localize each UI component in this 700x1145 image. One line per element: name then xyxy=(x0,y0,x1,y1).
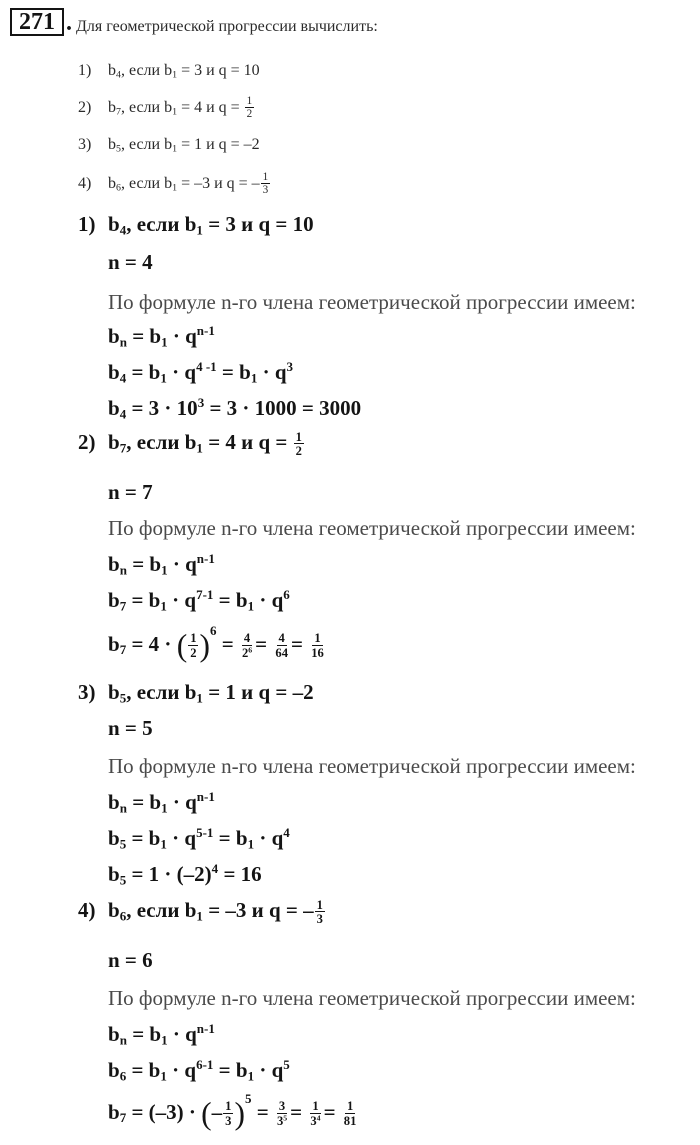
formula-sentence: По формуле n-го члена геометрической прогрессии имеем: xyxy=(108,986,636,1010)
task-number: 271 xyxy=(19,9,55,35)
given-item-3: 3) $b_5$, если $b_1 = 1$ и q = –2 xyxy=(78,136,260,155)
solution-3-header: 3) $b_5$, если $b_1 = 1$ и q = –2 xyxy=(78,680,314,706)
solution-1-line-2: $b_4 = b_1 \cdot q^{4 -1} = b_1 \cdot q^3$ xyxy=(108,359,294,386)
formula-sentence: По формуле n-го члена геометрической прогрессии имеем: xyxy=(108,754,636,778)
solution-1-line-1: $b_n = b_1 \cdot q^{n-1}$ xyxy=(108,323,215,350)
solution-4-line-2: $b_6 = b_1 \cdot q^{6-1} = b_1 \cdot q^5$ xyxy=(108,1057,290,1084)
solution-2-line-3: $b_7 = 4$ · ( $\frac{1}{2}$ )$^6$ = $\frac{4}{2^6}$ = $\frac{4}{64}$ = $\frac{1}{16}$ xyxy=(108,623,324,663)
solution-2-header: 2) $b_7$, если $b_1 = 4$ и q = $\frac{1}{2}$ xyxy=(78,429,302,459)
solution-3-line-2: $b_5 = b_1 \cdot q^{5-1} = b_1 \cdot q^4$ xyxy=(108,825,290,852)
solution-4-line-1: $b_n = b_1 \cdot q^{n-1}$ xyxy=(108,1021,215,1048)
solution-2-line-1: $b_n = b_1 \cdot q^{n-1}$ xyxy=(108,551,215,578)
formula-sentence: По формуле n-го члена геометрической прогрессии имеем: xyxy=(108,516,636,540)
solution-3-line-1: $b_n = b_1 \cdot q^{n-1}$ xyxy=(108,789,215,816)
solution-2-line-2: $b_7 = b_1 \cdot q^{7-1} = b_1 \cdot q^6$ xyxy=(108,587,290,614)
given-item-1: 1) $b_4$, если $b_1 = 3$ и q = 10 xyxy=(78,62,260,81)
given-number: 1) xyxy=(78,62,92,79)
solution-1-line-3: $b_4 = 3 \cdot 10^3 = 3 \cdot 1000 = 3000$ xyxy=(108,395,362,422)
solution-4-line-3: $b_7 = (-3)$ · (– $\frac{1}{3}$ )$^5$ = $\frac{3}{3^5}$ = $\frac{1}{3^4}$ = $\frac{1}{81}$ xyxy=(108,1091,357,1131)
solution-number: 4) xyxy=(78,898,96,922)
solution-2-n: n = 7 xyxy=(108,480,153,504)
solution-1-header: 1) $b_4$, если $b_1 = 3$ и q = 10 xyxy=(78,212,314,238)
formula-sentence: По формуле n-го члена геометрической прогрессии имеем: xyxy=(108,290,636,314)
solution-4-header: 4) $b_6$, если $b_1 = -3$ и q = – $\frac{1}{3}$ xyxy=(78,897,323,927)
given-number: 4) xyxy=(78,174,92,192)
given-number: 3) xyxy=(78,136,92,153)
given-number: 2) xyxy=(78,98,92,116)
task-number-dot: . xyxy=(66,10,72,36)
task-statement: Для геометрической прогрессии вычислить: xyxy=(76,18,378,35)
solution-number: 2) xyxy=(78,430,96,454)
given-item-4: 4) $b_6$, если $b_1 = -3$ и q = – $\frac{1}{3}$ xyxy=(78,171,269,197)
task-number-box xyxy=(10,8,64,36)
solution-1-n: n = 4 xyxy=(108,250,153,274)
solution-3-line-3: $b_5 = 1 \cdot (-2)^4 = 16$ xyxy=(108,861,262,888)
given-item-2: 2) $b_7$, если $b_1 = 4$ и q = $\frac{1}{2}$ xyxy=(78,95,253,121)
solution-4-n: n = 6 xyxy=(108,948,153,972)
solution-3-n: n = 5 xyxy=(108,716,153,740)
solution-number: 3) xyxy=(78,680,96,704)
solution-number: 1) xyxy=(78,212,96,236)
